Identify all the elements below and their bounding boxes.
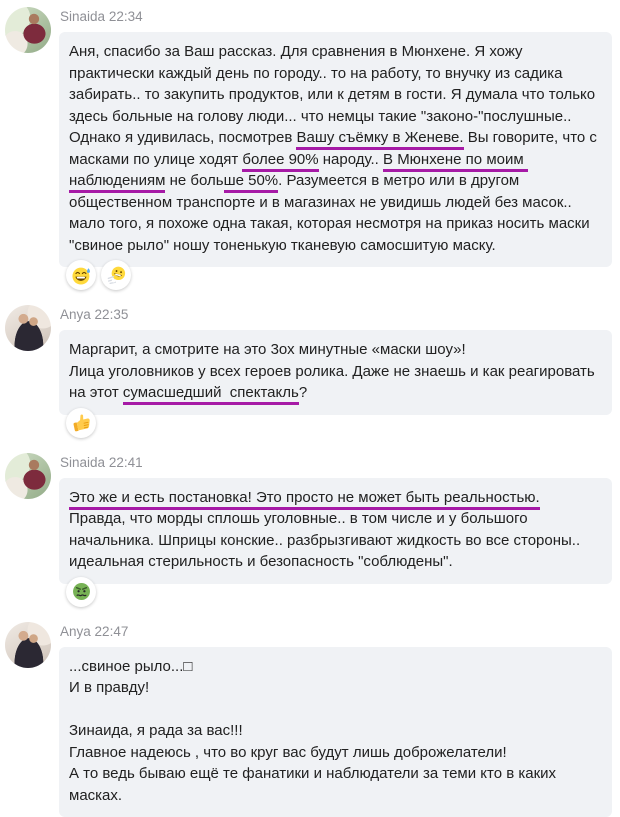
underlined-text: более 90% [242, 151, 318, 172]
message [5, 622, 612, 817]
avatar-sinaida[interactable] [5, 453, 51, 499]
message-paragraph [69, 742, 600, 764]
thumbs-up-emoji [71, 412, 92, 433]
reactions [66, 577, 612, 607]
underlined-text: ше 50% [224, 172, 279, 193]
message-text: ? [299, 384, 307, 401]
message-paragraph [69, 487, 600, 573]
message-author-time [60, 9, 612, 24]
laughing-sweat-emoji [71, 265, 92, 286]
message-author: Sinaida [60, 9, 105, 24]
message-author: Anya [60, 624, 91, 639]
message-paragraph [69, 720, 600, 742]
underlined-text: Вашу съёмку в Женеве. [296, 129, 463, 150]
message-text: не боль [165, 172, 223, 189]
message-paragraph [69, 699, 600, 721]
message-author: Sinaida [60, 455, 105, 470]
message-text: Зинаида, я рада за вас!!! [69, 722, 243, 739]
avatar-anya[interactable] [5, 622, 51, 668]
message-time: 22:41 [109, 455, 143, 470]
message-text: И в правду! [69, 679, 149, 696]
message-paragraph [69, 656, 600, 678]
message-text: ...свиное рыло...□ [69, 658, 192, 675]
nauseated-reaction[interactable] [66, 577, 96, 607]
message-time: 22:34 [109, 9, 143, 24]
avatar-sinaida[interactable] [5, 7, 51, 53]
message-author-time [60, 455, 612, 470]
message-paragraph [69, 763, 600, 806]
nauseated-emoji [71, 581, 92, 602]
message-text: Лица уголовников у всех героев ролика. Даже не знаешь и как реагировать на этот [69, 363, 599, 402]
message-text: . Разумеется в метро или в другом общественном транспорте и в магазинах не увидишь людей без масок.. мало того, я похоже одна такая, которая несмотря на приказ носить маски "свиное рыло" ношу тоненькую тканевую самосшитую маску. [69, 172, 594, 254]
message-text: Правда, что морды сплошь уголовные.. в том числе и у большого начальника. Шприцы конские.. разбрызгивают жидкость во все стороны.. идеальная стерильность и безопасность "соблюдены". [69, 489, 584, 571]
reactions [66, 260, 612, 290]
message-paragraph [69, 361, 600, 404]
message-bubble [59, 330, 612, 415]
message-text: Главное надеюсь , что во круг вас будут лишь доброжелатели! [69, 744, 507, 761]
message [5, 453, 612, 607]
message-time: 22:47 [95, 624, 129, 639]
message-bubble [59, 478, 612, 584]
message-paragraph [69, 41, 600, 256]
underlined-text: сумасшедший спектакль [123, 384, 299, 405]
message [5, 305, 612, 438]
message-time: 22:35 [95, 307, 129, 322]
message [5, 7, 612, 290]
message-author: Anya [60, 307, 91, 322]
waving-grin-reaction[interactable] [101, 260, 131, 290]
message-author-time [60, 307, 612, 322]
message-text: народу.. [319, 151, 383, 168]
message-text: А то ведь бываю ещё те фанатики и наблюдатели за теми кто в каких масках. [69, 765, 560, 804]
underlined-text: Это же и есть постановка! Это просто не может быть реальностью. [69, 489, 540, 510]
message-text: Маргарит, а смотрите на это 3ох минутные «маски шоу»! [69, 341, 466, 358]
avatar-anya[interactable] [5, 305, 51, 351]
message-paragraph [69, 339, 600, 361]
waving-grin-emoji [106, 265, 127, 286]
message-text: Вы говорите, что с масками по улице ходят [69, 129, 601, 168]
message-text: Аня, спасибо за Ваш рассказ. Для сравнения в Мюнхене. Я хожу практически каждый день по городу.. то на работу, то внучку из садика забирать.. то закупить продуктов, или к детям в гости. Я думала что только здесь больные на голову люди... что немцы такие "законо-"послушные.. Однако я удивилась, посмотрев [69, 43, 599, 146]
message-author-time [60, 624, 612, 639]
reactions [66, 408, 612, 438]
underlined-text: В Мюнхене по моим наблюдениям [69, 151, 528, 194]
laughing-sweat-reaction[interactable] [66, 260, 96, 290]
message-paragraph [69, 677, 600, 699]
thumbs-up-reaction[interactable] [66, 408, 96, 438]
message-bubble [59, 32, 612, 267]
message-bubble [59, 647, 612, 817]
